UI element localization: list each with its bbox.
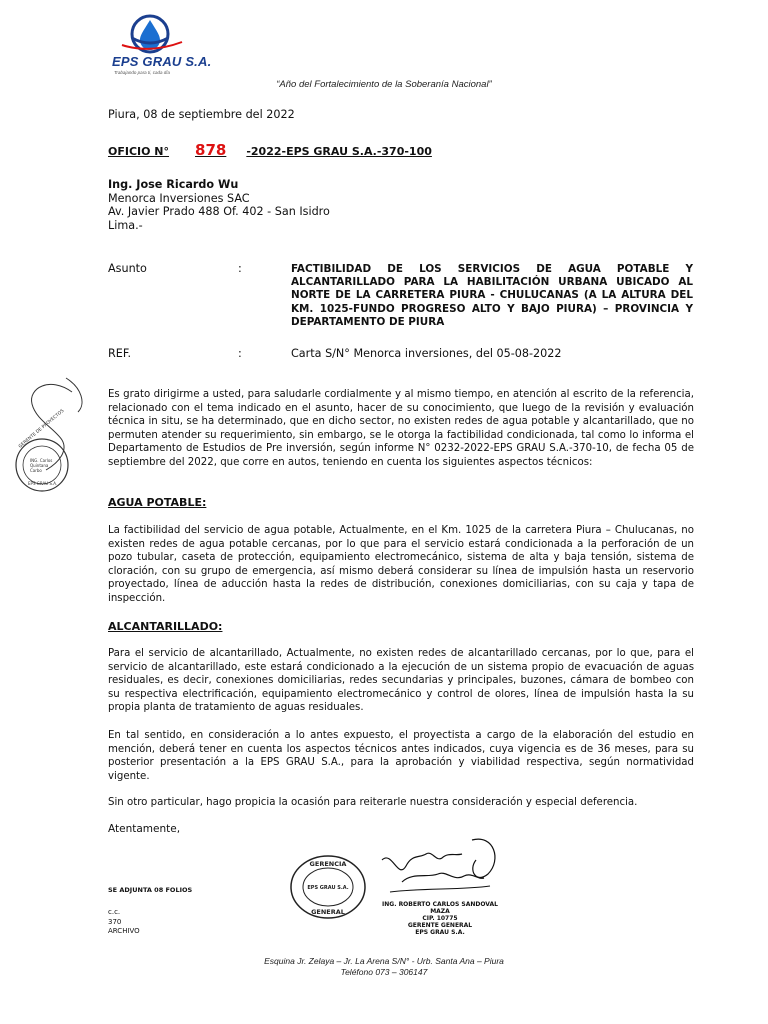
intro-paragraph: Es grato dirigirme a usted, para saludarle cordialmente y al mismo tiempo, en atención al escrito de la referencia, relacionado con el tema indicado en el asunto, hacer de su conocimiento, que luego de la revisión y evaluación técnica in situ, se ha determinado, que en dicho sector, no existen redes de agua potable y alcantarillado, que no permuten atender su requerimiento, sin embargo, se le otorga la factibilidad condicionada, tal como lo informa el Departamento de Estudios de Pre inversión, según informe N° 0232-2022-EPS GRAU S.A.-370-10, de fecha 05 de septiembre del 2022, que corre en autos, teniendo en cuenta los siguientes aspectos técnicos: [108,389,694,468]
signatory-title: GERENTE GENERAL [407,922,473,929]
handwritten-signature [372,830,512,905]
oficio-prefix: OFICIO N° [108,145,170,158]
side-stamp-line: Quintana [30,463,49,468]
cc-block [108,908,140,937]
alcantarillado-paragraph: Para el servicio de alcantarillado, Actualmente, no existen redes de alcantarillado cercanas, por lo que, para el servicio de alcantarillado, este estará condicionado a la ejecución de un sistema propio de evacuación de aguas residuales, es decir, conexiones domiciliarias, redes secundarias y principales, buzones, cámara de bombeo con su respectiva electrificación, equipamiento electromecánico y control de olores, línea de impulsión hasta la su propia planta de tratamiento de aguas residuales. [108,648,694,713]
recipient-city: Lima.- [108,218,143,232]
asunto-colon: : [238,262,242,275]
side-stamp-title: GERENTE DE PROYECTOS [18,408,66,450]
stamp-top-text: GERENCIA [309,860,347,868]
agua-paragraph: La factibilidad del servicio de agua potable, Actualmente, en el Km. 1025 de la carretera Piura – Chulucanas, no existen redes de agua potable cercanas, por lo que para el servicio estará condicionada a la perforación de un pozo tubular, caseta de protección, equipamiento electromecánico, sistema de alta y baja tensión, sistema de cloración, con su grupo de emergencia, así mismo deberá considerar su línea de impulsión hasta un reservorio proyectado, línea de aducción hasta la redes de distribución, conexiones domiciliarias, con su caja y tapa de inspección. [108,525,694,604]
cc-line: c.c. [108,908,121,916]
side-stamp-line: ING. Carlos [30,458,53,463]
asunto-text: FACTIBILIDAD DE LOS SERVICIOS DE AGUA POTABLE Y ALCANTARILLADO PARA LA HABILITACIÓN URBANA UBICADO AL NORTE DE LA CARRETERA PIURA - CHULUCANAS (A LA ALTURA DEL KM. 1025-FUNDO PROGRESO ALTO Y BAJO PIURA) – PROVINCIA Y DEPARTAMENTO DE PIURA [291,263,693,328]
gerencia-stamp [288,852,368,922]
logo-name: EPS GRAU S.A. [112,54,212,69]
asunto-label: Asunto [108,262,147,275]
footer-phone: Teléfono 073 – 306147 [340,967,428,977]
logo-tagline: Trabajando para ti, cada día [114,70,170,75]
consideration-paragraph: En tal sentido, en consideración a lo antes expuesto, el proyectista a cargo de la elaboración del estudio en mención, deberá tener en cuenta los aspectos técnicos antes indicados, cuya vigencia es de 36 meses, para su posterior presentación a la EPS GRAU S.A., para la aprobación y viabilidad respectiva, según normatividad vigente. [108,730,694,782]
attachments-note: SE ADJUNTA 08 FOLIOS [108,886,193,894]
recipient-block [108,178,330,232]
ref-label: REF. [108,347,132,360]
side-stamp-signature [10,370,100,510]
closing-paragraph: Sin otro particular, hago propicia la ocasión para reiterarle nuestra consideración y especial deferencia. [108,797,638,808]
oficio-number-line [108,141,432,159]
ref-colon: : [238,347,242,360]
side-stamp-line: Carbo [30,468,42,473]
signatory-name: ING. ROBERTO CARLOS SANDOVAL MAZA [382,901,498,915]
footer-address: Esquina Jr. Zelaya – Jr. La Arena S/N° - Urb. Santa Ana – Piura [264,956,504,966]
side-stamp-line: EPS GRAU S.A. [28,481,58,486]
alcantarillado-heading: ALCANTARILLADO: [108,620,223,633]
page-footer [0,956,768,978]
recipient-name: Ing. Jose Ricardo Wu [108,178,239,191]
ref-text: Carta S/N° Menorca inversiones, del 05-08-2022 [291,347,562,360]
cc-line: ARCHIVO [108,927,140,935]
signatory-company: EPS GRAU S.A. [415,929,465,936]
agua-heading: AGUA POTABLE: [108,496,207,509]
company-logo [108,12,228,82]
oficio-number: 878 [195,141,227,159]
regards: Atentamente, [108,823,181,835]
oficio-suffix: -2022-EPS GRAU S.A.-370-100 [246,145,432,158]
letter-date: Piura, 08 de septiembre del 2022 [108,108,295,121]
signatory-cip: CIP. 10775 [422,915,458,922]
cc-line: 370 [108,917,122,926]
signatory-block [376,901,504,936]
recipient-company: Menorca Inversiones SAC [108,191,250,205]
year-motto: “Año del Fortalecimiento de la Soberanía Nacional” [276,79,492,90]
stamp-center-text: EPS GRAU S.A. [307,885,349,891]
stamp-bottom-text: GENERAL [311,908,345,916]
recipient-address: Av. Javier Prado 488 Of. 402 - San Isidro [108,205,330,219]
